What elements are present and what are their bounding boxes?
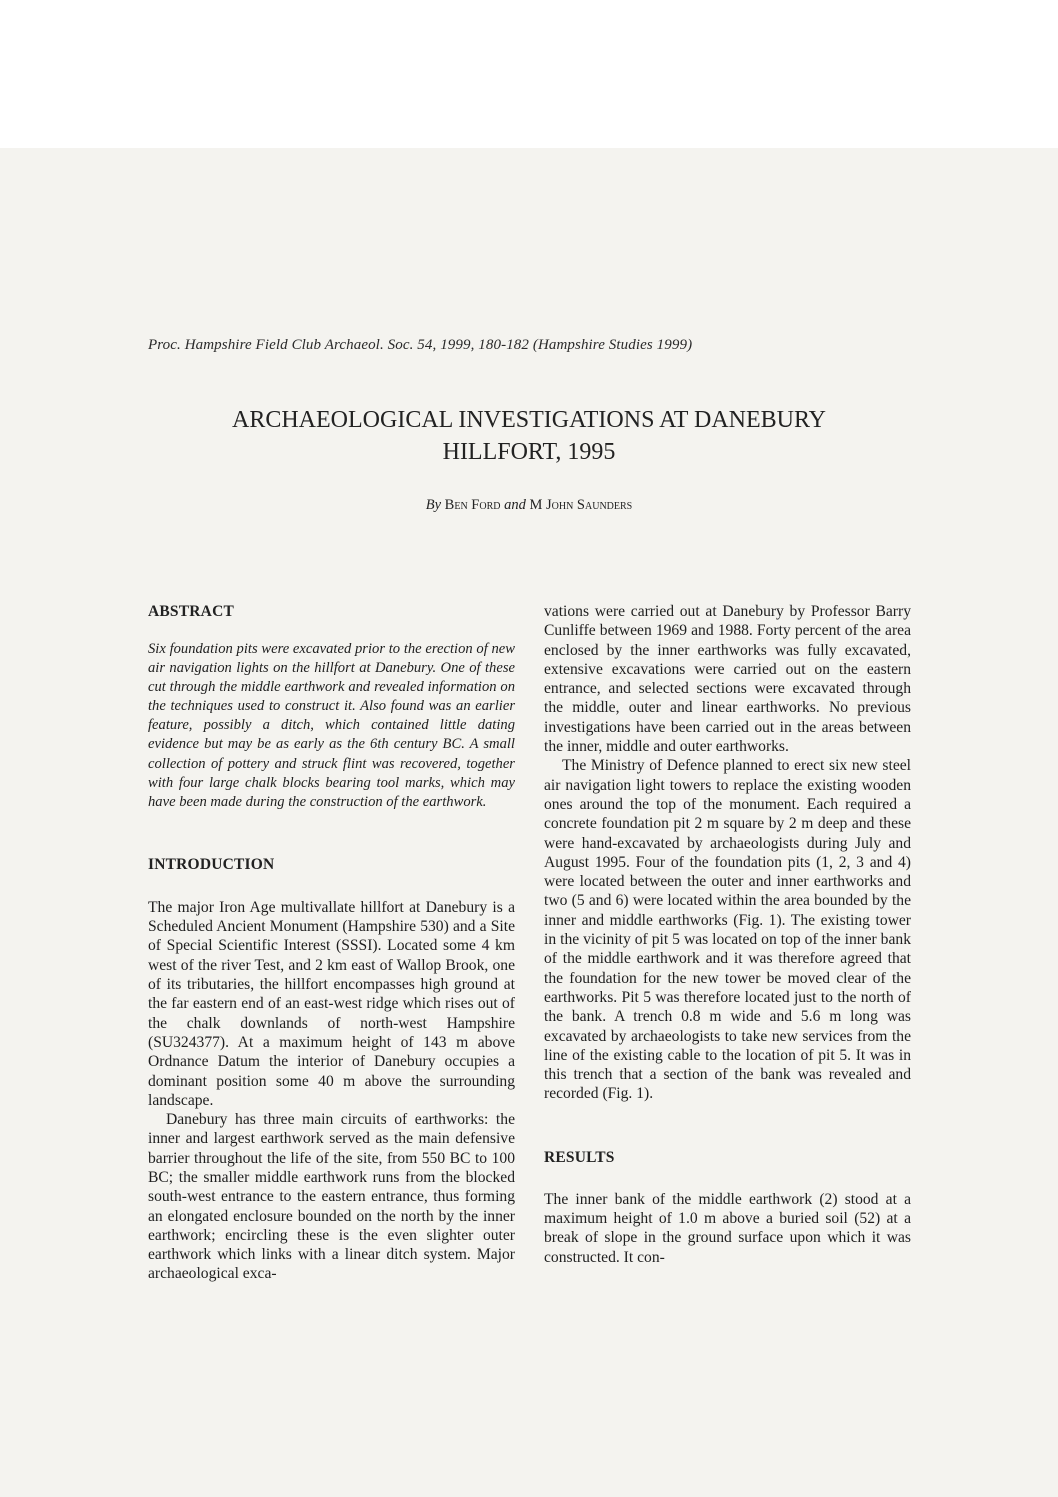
byline-by: By xyxy=(425,497,442,513)
intro-paragraph-2 xyxy=(148,1110,515,1284)
abstract-heading: ABSTRACT xyxy=(148,603,235,620)
byline xyxy=(100,497,958,514)
article-title xyxy=(100,404,958,468)
results-paragraph-1: The inner bank of the middle earthwork (2) stood at a maximum height of 1.0 m above a buried soil (52) at a break of slope in the ground surface upon which it was constructed. It con- xyxy=(544,1190,911,1266)
introduction-heading: INTRODUCTION xyxy=(148,855,275,873)
intro-paragraph-1: The major Iron Age multivallate hillfort at Danebury is a Scheduled Ancient Monument (Hampshire 530) and a Site of Special Scientific Interest (SSSI). Located some 4 km west of the river Test, and 2 km east of Wallop Brook, one of its tributaries, the hillfort encompasses high ground at the far eastern end of an east-west ridge which rises out of the chalk downlands of north-west Hampshire (SU324377). At a maximum height of 143 m above Ordnance Datum the interior of Danebury occupies a dominant position some 40 m above the surrounding landscape. xyxy=(148,898,515,1109)
results-heading: RESULTS xyxy=(544,1148,615,1166)
scanned-page xyxy=(0,148,1058,1497)
right-column xyxy=(544,602,911,1267)
journal-citation: Proc. Hampshire Field Club Archaeol. Soc. 54, 1999, 180-182 (Hampshire Studies 1999) xyxy=(148,337,693,353)
title-line-1: ARCHAEOLOGICAL INVESTIGATIONS AT DANEBURY xyxy=(232,407,826,433)
byline-and: and xyxy=(504,497,526,513)
intro-paragraph-2-continued: vations were carried out at Danebury by Professor Barry Cunliffe between 1969 and 1988. Forty percent of the area enclosed by the inner earthworks was fully excavated, extensive excavations were carried out on the eastern entrance, and selected sections were excavated through the middle, outer and linear earthworks. No previous investigations have been carried out in the areas between the inner, middle and outer earthworks. xyxy=(544,603,911,756)
author-1: Ben Ford xyxy=(444,497,501,513)
abstract-text: Six foundation pits were excavated prior to the erection of new air navigation lights on the hillfort at Danebury. One of these cut through the middle earthwork and revealed information on the techniques used to construct it. Also found was an earlier feature, possibly a ditch, which contained little dating evidence but may be as early as the 6th century BC. A small collection of pottery and struck flint was recovered, together with four large chalk blocks bearing tool marks, which may have been made during the construction of the earthwork. xyxy=(148,641,515,810)
intro-paragraph-2-part-1: Danebury has three main circuits of earthworks: the inner and largest earthwork served as the main defensive barrier throughout the life of the site, from 550 BC to 100 BC; the smaller middle earthwork runs from the blocked south-west entrance to the eastern entrance, thus forming an elongated enclosure bounded on the north by the inner earthwork; encircling these is the even slighter outer earthwork which links with a linear ditch system. Major archaeological exca- xyxy=(148,1111,515,1283)
left-column xyxy=(148,602,515,1284)
intro-paragraph-3: The Ministry of Defence planned to erect six new steel air navigation light towers to replace the existing wooden ones around the top of the monument. Each required a concrete foundation pit 2 m square by 2 m deep and these were hand-excavated by archaeologists during July and August 1995. Four of the foundation pits (1, 2, 3 and 4) were located between the outer and inner earthworks and two (5 and 6) were located within the area bounded by the inner and middle earthworks (Fig. 1). The existing tower in the vicinity of pit 5 was located on top of the inner bank of the middle earthwork and it was therefore agreed that the foundation for the new tower be moved clear of the earthworks. Pit 5 was therefore located just to the north of the bank. A trench 0.8 m wide and 5.6 m long was excavated by archaeologists to take new services from the line of the existing cable to the location of pit 5. It was in this trench that a section of the bank was revealed and recorded (Fig. 1). xyxy=(544,757,911,1103)
author-2: M John Saunders xyxy=(529,497,633,513)
title-line-2: HILLFORT, 1995 xyxy=(442,439,616,465)
